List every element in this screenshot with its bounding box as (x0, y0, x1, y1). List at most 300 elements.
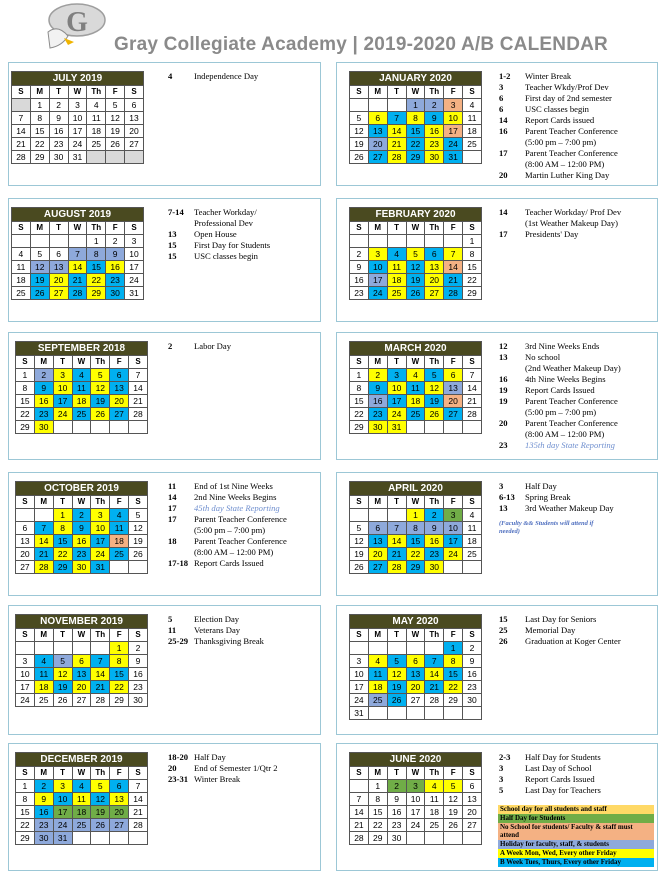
day-cell: 8 (16, 793, 35, 806)
day-cell: 24 (53, 408, 72, 421)
event-row (168, 492, 287, 503)
day-header: S (463, 629, 482, 642)
day-cell: 30 (72, 561, 91, 574)
day-cell: 25 (87, 138, 106, 151)
day-cell: 14 (34, 535, 53, 548)
day-cell: 23 (106, 274, 125, 287)
event-text: Parent Teacher Conference (525, 396, 618, 406)
day-cell: 6 (463, 780, 482, 793)
day-header: M (34, 629, 53, 642)
day-cell (387, 707, 406, 720)
event-row (168, 341, 231, 352)
day-cell: 10 (368, 261, 387, 274)
month-calendar (349, 341, 482, 434)
day-cell: 7 (129, 780, 148, 793)
day-cell: 24 (350, 694, 369, 707)
day-cell (406, 235, 425, 248)
day-cell: 10 (444, 522, 463, 535)
day-cell: 20 (406, 681, 425, 694)
day-cell: 5 (444, 780, 463, 793)
event-text: Parent Teacher Conference (525, 148, 618, 158)
day-cell: 31 (91, 561, 110, 574)
day-cell: 22 (406, 138, 425, 151)
event-row (168, 625, 264, 636)
day-cell: 29 (16, 421, 35, 434)
event-date: 23 (499, 440, 508, 450)
day-cell: 19 (106, 125, 125, 138)
event-text: Election Day (194, 614, 240, 624)
day-header: W (406, 496, 425, 509)
month-name: JULY 2019 (12, 72, 144, 86)
event-row (168, 636, 264, 647)
event-date: 6 (499, 104, 504, 114)
day-cell: 23 (463, 681, 482, 694)
day-cell: 3 (68, 99, 87, 112)
day-cell: 11 (72, 382, 91, 395)
month-calendar (11, 71, 144, 164)
day-cell: 19 (129, 535, 148, 548)
event-row (499, 614, 621, 625)
day-cell: 4 (12, 248, 31, 261)
day-header: W (72, 629, 91, 642)
day-cell: 10 (387, 382, 406, 395)
day-cell: 17 (387, 395, 406, 408)
day-cell: 28 (129, 408, 148, 421)
legend-item: B Week Tues, Thurs, Every other Friday (498, 858, 654, 867)
event-row (499, 385, 621, 396)
day-cell (110, 421, 129, 434)
event-date: 20 (168, 763, 177, 773)
day-cell: 6 (49, 248, 68, 261)
day-cell: 19 (53, 681, 72, 694)
day-cell: 1 (368, 780, 387, 793)
day-header: F (444, 629, 463, 642)
day-cell: 2 (34, 369, 53, 382)
event-text: (2nd Weather Makeup Day) (525, 363, 621, 373)
event-row (499, 159, 618, 170)
day-cell: 21 (463, 395, 482, 408)
day-header: S (12, 222, 31, 235)
day-header: S (16, 496, 35, 509)
day-cell: 22 (444, 681, 463, 694)
day-cell: 14 (91, 668, 110, 681)
day-cell: 13 (406, 668, 425, 681)
day-cell: 24 (444, 138, 463, 151)
event-row (168, 558, 287, 569)
day-cell: 16 (350, 274, 369, 287)
day-cell: 16 (106, 261, 125, 274)
day-cell: 18 (463, 125, 482, 138)
day-cell: 29 (87, 287, 106, 300)
day-cell (463, 832, 482, 845)
day-cell: 10 (125, 248, 144, 261)
day-header: F (110, 767, 129, 780)
event-date: 3 (499, 481, 504, 491)
day-cell (425, 832, 444, 845)
day-cell: 2 (129, 642, 148, 655)
day-cell (68, 235, 87, 248)
day-cell: 12 (387, 668, 406, 681)
day-header: F (444, 767, 463, 780)
day-cell: 22 (87, 274, 106, 287)
day-cell: 8 (16, 382, 35, 395)
day-header: S (463, 222, 482, 235)
month-events (499, 71, 618, 181)
month-events (499, 207, 621, 240)
day-cell: 3 (16, 655, 35, 668)
month-events (499, 614, 621, 647)
day-cell: 3 (387, 369, 406, 382)
event-text: Report Cards issued (525, 115, 595, 125)
event-date: 19 (499, 396, 508, 406)
day-cell: 7 (387, 112, 406, 125)
event-row (499, 429, 621, 440)
day-cell: 10 (406, 793, 425, 806)
day-cell: 20 (16, 548, 35, 561)
day-cell: 15 (16, 806, 35, 819)
day-cell: 26 (53, 694, 72, 707)
day-cell: 14 (425, 668, 444, 681)
day-cell: 19 (444, 806, 463, 819)
day-cell: 21 (91, 681, 110, 694)
day-cell: 2 (425, 509, 444, 522)
day-cell (463, 151, 482, 164)
event-date: 1-2 (499, 71, 511, 81)
day-cell: 30 (425, 151, 444, 164)
event-text: USC classes begin (194, 251, 258, 261)
day-cell: 28 (91, 694, 110, 707)
event-row (499, 418, 621, 429)
event-text: Teacher Workday/ Prof Dev (525, 207, 622, 217)
day-cell: 26 (91, 819, 110, 832)
day-cell: 12 (425, 382, 444, 395)
day-cell: 13 (125, 112, 144, 125)
event-text: Veterans Day (194, 625, 241, 635)
day-cell: 6 (444, 369, 463, 382)
event-text: Last Day for Seniors (525, 614, 597, 624)
event-row (168, 514, 287, 525)
event-text: 2nd Nine Weeks Begins (194, 492, 277, 502)
day-cell: 14 (387, 535, 406, 548)
day-header: W (406, 222, 425, 235)
month-name: JANUARY 2020 (350, 72, 482, 86)
event-date: 17 (168, 514, 177, 524)
day-cell: 1 (53, 509, 72, 522)
day-cell: 22 (463, 274, 482, 287)
day-cell: 28 (387, 561, 406, 574)
day-cell (34, 642, 53, 655)
event-date: 13 (499, 352, 508, 362)
day-cell: 1 (444, 642, 463, 655)
day-cell: 22 (350, 408, 369, 421)
day-cell: 21 (425, 681, 444, 694)
day-cell: 4 (406, 369, 425, 382)
day-cell: 3 (53, 369, 72, 382)
day-cell: 8 (368, 793, 387, 806)
day-cell: 10 (68, 112, 87, 125)
day-cell: 22 (16, 819, 35, 832)
event-row (499, 82, 618, 93)
day-cell: 27 (16, 561, 35, 574)
day-cell: 21 (387, 548, 406, 561)
legend-item: A Week Mon, Wed, Every other Friday (498, 849, 654, 858)
event-date: 15 (168, 251, 177, 261)
logo-letter: G (66, 7, 88, 38)
day-cell: 13 (72, 668, 91, 681)
event-row (168, 503, 287, 514)
month-name: FEBRUARY 2020 (350, 208, 482, 222)
day-cell (444, 832, 463, 845)
day-cell (406, 642, 425, 655)
day-cell: 25 (387, 287, 406, 300)
day-cell: 21 (350, 819, 369, 832)
event-date: 18 (168, 536, 177, 546)
day-cell: 20 (125, 125, 144, 138)
day-cell: 6 (425, 248, 444, 261)
day-cell: 6 (368, 522, 387, 535)
legend-item: attend (498, 831, 654, 840)
event-row (499, 396, 621, 407)
event-row (499, 170, 618, 181)
day-cell: 12 (91, 382, 110, 395)
event-row (499, 218, 621, 229)
event-text: Last Day for Teachers (525, 785, 601, 795)
day-cell: 23 (368, 408, 387, 421)
day-cell: 14 (463, 382, 482, 395)
event-row (168, 525, 287, 536)
day-cell: 18 (12, 274, 31, 287)
day-cell: 24 (91, 548, 110, 561)
day-cell: 31 (125, 287, 144, 300)
day-cell: 23 (387, 819, 406, 832)
day-cell: 17 (53, 395, 72, 408)
day-cell: 9 (34, 793, 53, 806)
day-header: M (34, 356, 53, 369)
day-cell (387, 642, 406, 655)
day-header: S (125, 86, 144, 99)
day-header: T (387, 86, 406, 99)
event-row (499, 115, 618, 126)
day-cell: 11 (425, 793, 444, 806)
day-cell: 2 (350, 248, 369, 261)
day-cell: 19 (91, 395, 110, 408)
month-calendar (15, 752, 148, 845)
day-cell: 8 (406, 522, 425, 535)
event-row (499, 207, 621, 218)
day-cell: 8 (53, 522, 72, 535)
day-cell (12, 99, 31, 112)
month-calendar (349, 71, 482, 164)
event-text: No school (525, 352, 561, 362)
day-cell: 11 (87, 112, 106, 125)
day-cell: 7 (444, 248, 463, 261)
month-events (168, 752, 278, 785)
month-name: APRIL 2020 (350, 482, 482, 496)
day-cell: 5 (350, 522, 369, 535)
day-cell: 3 (125, 235, 144, 248)
day-cell: 14 (129, 382, 148, 395)
day-cell: 1 (110, 642, 129, 655)
event-row (499, 229, 621, 240)
day-cell (30, 235, 49, 248)
event-row (499, 137, 618, 148)
event-text: Teacher Workday/ (194, 207, 257, 217)
day-header: S (463, 767, 482, 780)
day-cell: 5 (406, 248, 425, 261)
day-cell: 2 (425, 99, 444, 112)
day-header: T (387, 356, 406, 369)
event-date: 14 (499, 115, 508, 125)
day-cell: 21 (387, 138, 406, 151)
day-cell: 21 (129, 806, 148, 819)
event-text: Report Cards Issued (525, 385, 595, 395)
event-row (499, 341, 621, 352)
day-cell: 20 (110, 395, 129, 408)
day-header: S (350, 86, 369, 99)
day-cell: 22 (406, 548, 425, 561)
legend-item: Holiday for faculty, staff, & students (498, 840, 654, 849)
day-cell: 4 (387, 248, 406, 261)
day-cell: 17 (125, 261, 144, 274)
day-header: Th (425, 222, 444, 235)
day-cell: 8 (463, 248, 482, 261)
day-cell: 7 (34, 522, 53, 535)
day-header: Th (91, 767, 110, 780)
day-cell: 3 (444, 99, 463, 112)
month-name: JUNE 2020 (350, 753, 482, 767)
day-cell: 11 (72, 793, 91, 806)
day-cell: 15 (350, 395, 369, 408)
event-text: 3rd Nine Weeks Ends (525, 341, 600, 351)
day-cell: 4 (72, 369, 91, 382)
day-cell: 13 (110, 382, 129, 395)
month-name: MARCH 2020 (350, 342, 482, 356)
page-title: Gray Collegiate Academy | 2019-2020 A/B CALENDAR (114, 34, 608, 55)
event-date: 25-29 (168, 636, 189, 646)
day-cell: 28 (68, 287, 87, 300)
event-text: (5:00 pm – 7:00 pm) (525, 407, 597, 417)
day-cell: 21 (444, 274, 463, 287)
day-cell: 2 (368, 369, 387, 382)
day-cell: 7 (12, 112, 31, 125)
day-cell: 15 (110, 668, 129, 681)
day-cell: 25 (368, 694, 387, 707)
month-calendar (349, 481, 482, 574)
day-cell (387, 235, 406, 248)
day-cell (110, 561, 129, 574)
day-header: S (463, 356, 482, 369)
day-cell: 19 (406, 274, 425, 287)
day-cell: 18 (425, 806, 444, 819)
day-cell: 9 (106, 248, 125, 261)
day-cell: 10 (53, 793, 72, 806)
event-date: 20 (499, 170, 508, 180)
day-cell: 13 (463, 793, 482, 806)
day-cell: 19 (350, 548, 369, 561)
day-cell: 12 (444, 793, 463, 806)
day-cell: 6 (72, 655, 91, 668)
day-cell: 8 (87, 248, 106, 261)
day-cell: 19 (425, 395, 444, 408)
day-cell: 29 (463, 287, 482, 300)
month-name: DECEMBER 2019 (16, 753, 148, 767)
event-text: (5:00 pm – 7:00 pm) (194, 525, 266, 535)
day-cell: 14 (129, 793, 148, 806)
day-cell (463, 421, 482, 434)
day-header: M (30, 222, 49, 235)
event-text: Graduation at Koger Center (525, 636, 621, 646)
legend-item: School day for all students and staff (498, 805, 654, 814)
day-cell: 5 (91, 780, 110, 793)
day-header: W (68, 222, 87, 235)
day-cell (350, 99, 369, 112)
day-cell: 12 (406, 261, 425, 274)
event-text: Professional Dev (194, 218, 253, 228)
day-cell: 12 (350, 535, 369, 548)
day-cell: 9 (72, 522, 91, 535)
event-row (499, 625, 621, 636)
month-events (499, 341, 621, 451)
day-cell: 22 (16, 408, 35, 421)
day-cell: 23 (425, 548, 444, 561)
event-row (168, 218, 270, 229)
event-date: 25 (499, 625, 508, 635)
event-date: 17 (168, 503, 177, 513)
day-cell: 24 (16, 694, 35, 707)
day-header: Th (425, 767, 444, 780)
event-date: 4 (168, 71, 173, 81)
day-cell: 5 (425, 369, 444, 382)
day-cell: 1 (406, 99, 425, 112)
day-cell: 15 (30, 125, 49, 138)
day-cell: 10 (53, 382, 72, 395)
event-text: Labor Day (194, 341, 231, 351)
day-cell: 3 (91, 509, 110, 522)
day-cell: 18 (406, 395, 425, 408)
day-cell: 16 (387, 806, 406, 819)
day-cell: 11 (110, 522, 129, 535)
day-cell: 21 (34, 548, 53, 561)
day-header: Th (91, 629, 110, 642)
day-cell: 9 (368, 382, 387, 395)
day-cell: 19 (387, 681, 406, 694)
day-cell: 3 (350, 655, 369, 668)
day-header: T (387, 496, 406, 509)
day-cell (444, 421, 463, 434)
day-cell: 18 (72, 395, 91, 408)
event-text: (8:00 AM – 12:00 PM) (525, 429, 605, 439)
day-header: M (368, 222, 387, 235)
day-cell: 9 (425, 522, 444, 535)
event-row (499, 374, 621, 385)
event-row (499, 752, 601, 763)
day-header: T (49, 86, 68, 99)
day-cell: 31 (444, 151, 463, 164)
day-cell: 28 (463, 408, 482, 421)
day-cell: 7 (387, 522, 406, 535)
day-cell (129, 421, 148, 434)
day-cell (16, 509, 35, 522)
day-cell (12, 235, 31, 248)
day-cell: 17 (350, 681, 369, 694)
day-cell: 23 (72, 548, 91, 561)
day-cell: 12 (129, 522, 148, 535)
day-cell (444, 561, 463, 574)
event-text: (8:00 AM – 12:00 PM) (525, 159, 605, 169)
day-cell: 21 (129, 395, 148, 408)
day-header: M (34, 496, 53, 509)
event-row (499, 440, 621, 451)
